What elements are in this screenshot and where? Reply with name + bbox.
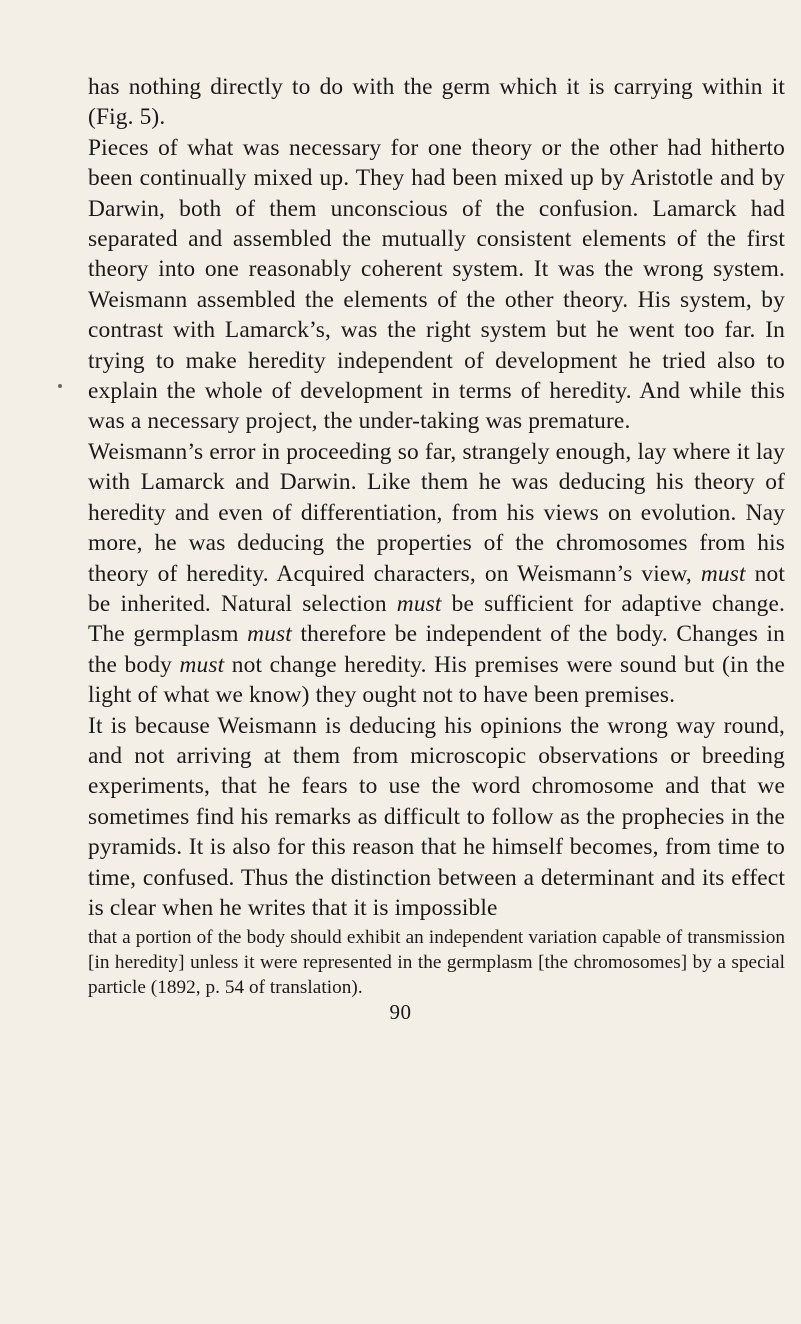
paragraph-2-text: Pieces of what was necessary for one theory or the other had hitherto been continually mixed up. They had been mixed up by Aristotle and by Darwin, both of them unconscious of the confusion. Lamarck had separated and assembled the mutually consistent elements of the first theory into one reasonably coherent system. It was the wrong system. Weismann assembled the elements of the other theory. His system, by contrast with Lamarck’s, was the right system but he went too far. In trying to make heredity independent of development he tried also to explain the whole of development in terms of heredity. And while this was a necessary project, the under-taking was premature. xyxy=(88,134,785,435)
emphasis-must: must xyxy=(700,560,746,587)
paragraph-3 xyxy=(88,437,785,711)
emphasis-must: must xyxy=(396,590,442,617)
block-quote: that a portion of the body should exhibit an independent variation capable of transmission [in heredity] unless it were represented in the germplasm [the chromosomes] by a special particle (1892, p. 54 of translation). xyxy=(88,927,785,999)
paragraph-4 xyxy=(88,711,785,924)
paragraph-1 xyxy=(88,72,785,133)
page-body xyxy=(88,72,785,1000)
paragraph-4-text: It is because Weismann is deducing his opinions the wrong way round, and not arriving at them from microscopic observations or breeding experiments, that he fears to use the word chromosome and that we sometimes find his remarks as difficult to follow as the prophecies in the pyramids. It is also for this reason that he himself becomes, from time to time, confused. Thus the distinction between a determinant and its effect is clear when he writes that it is impossible xyxy=(88,712,785,921)
paragraph-3-text-b: not be inherited. Natural selection xyxy=(88,560,785,617)
emphasis-must: must xyxy=(179,651,225,678)
paragraph-3-text-e: not change heredity. His premises were sound but (in the light of what we know) they ought not to have been premises. xyxy=(88,651,785,709)
page-number: 90 xyxy=(389,1000,412,1024)
paragraph-3-text-d: therefore be independent of the body. Changes in the body xyxy=(88,621,786,678)
paragraph-2 xyxy=(88,133,785,437)
paragraph-3-text-a: Weismann’s error in proceeding so far, strangely enough, lay where it lay with Lamarck and Darwin. Like them he was deducing his theory of heredity and even of differentiation, from his views on evolution. Nay more, he was deducing the properties of the chromosomes from his theory of heredity. Acquired characters, on Weismann’s view, xyxy=(88,438,785,587)
margin-dot xyxy=(58,384,62,388)
main-text xyxy=(88,72,785,923)
emphasis-must: must xyxy=(247,621,292,648)
paragraph-3-text-c: be sufficient for adaptive change. The germplasm xyxy=(88,590,785,648)
paragraph-1-text: has nothing directly to do with the germ which it is carrying within it (Fig. 5). xyxy=(88,74,785,131)
